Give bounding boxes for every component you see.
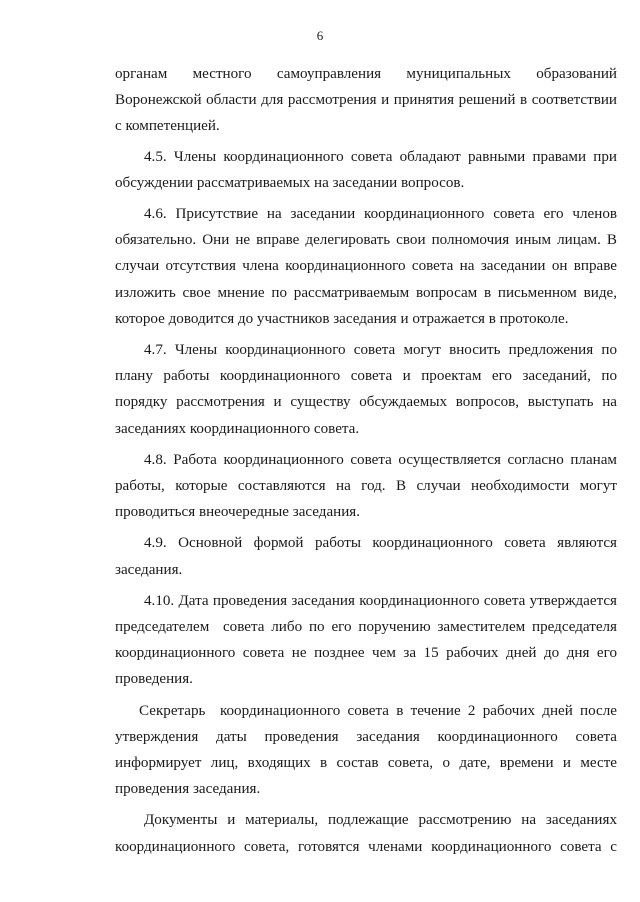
paragraph-4-10 — [115, 588, 617, 693]
text-line: проводиться внеочередные заседания. — [115, 504, 361, 521]
text-line: 4.10. Дата проведения заседания координационного совета утверждается — [144, 592, 617, 609]
text-line: изложить свое мнение по рассматриваемым вопросам в письменном виде, — [115, 284, 617, 301]
text-line: 4.6. Присутствие на заседании координационного совета его членов — [144, 206, 617, 223]
text-line: обязательно. Они не вправе делегировать свои полномочия иным лицам. В — [115, 232, 617, 249]
paragraph-4-9 — [115, 530, 617, 582]
text-line: председателем совета либо по его поручению заместителем председателя — [115, 619, 617, 636]
page-number: 6 — [316, 28, 324, 43]
paragraph-4-6 — [115, 201, 617, 332]
paragraph-4-8 — [115, 447, 617, 526]
text-line: 4.8. Работа координационного совета осуществляется согласно планам — [144, 451, 617, 468]
text-line: Секретарь координационного совета в течение 2 рабочих дней после — [139, 702, 617, 719]
paragraph-4-7 — [115, 337, 617, 442]
text-line: утверждения даты проведения заседания координационного совета — [115, 728, 617, 745]
text-line: 4.5. Члены координационного совета обладают равными правами при — [144, 148, 617, 165]
text-line: заседаниях координационного совета. — [115, 420, 360, 437]
text-line: Документы и материалы, подлежащие рассмотрению на заседаниях — [144, 812, 617, 829]
text-line: проведения заседания. — [115, 781, 261, 798]
text-line: Воронежской области для рассмотрения и принятия решений в соответствии — [115, 92, 617, 109]
paragraph-documents — [115, 807, 617, 859]
text-line: 4.9. Основной формой работы координационного совета являются — [144, 535, 617, 552]
text-line: случаи отсутствия члена координационного совета на заседании он вправе — [115, 258, 617, 275]
text-line: 4.7. Члены координационного совета могут вносить предложения по — [144, 342, 617, 359]
text-line: заседания. — [115, 561, 183, 578]
text-line: органам местного самоуправления муниципальных образований — [115, 66, 617, 82]
text-line: обсуждении рассматриваемых на заседании вопросов. — [115, 174, 465, 191]
text-line: работы, которые составляются на год. В случаи необходимости могут — [115, 478, 617, 495]
text-line: плану работы координационного совета и проектам его заседаний, по — [115, 368, 617, 385]
paragraph-secretary — [115, 698, 617, 803]
text-line: проведения. — [115, 671, 193, 688]
text-line: с компетенцией. — [115, 118, 220, 135]
text-line: порядку рассмотрения и существу обсуждаемых вопросов, выступать на — [115, 394, 617, 411]
text-line: информирует лиц, входящих в состав совета, о дате, времени и месте — [115, 755, 617, 772]
paragraph-4-5 — [115, 144, 617, 196]
text-line: координационного совета не позднее чем за 15 рабочих дней до дня его — [115, 645, 617, 662]
paragraph-continuation — [115, 61, 617, 140]
text-line: координационного совета, готовятся членами координационного совета с — [115, 838, 617, 855]
document-body — [115, 61, 617, 860]
text-line: которое доводится до участников заседания и отражается в протоколе. — [115, 310, 569, 327]
